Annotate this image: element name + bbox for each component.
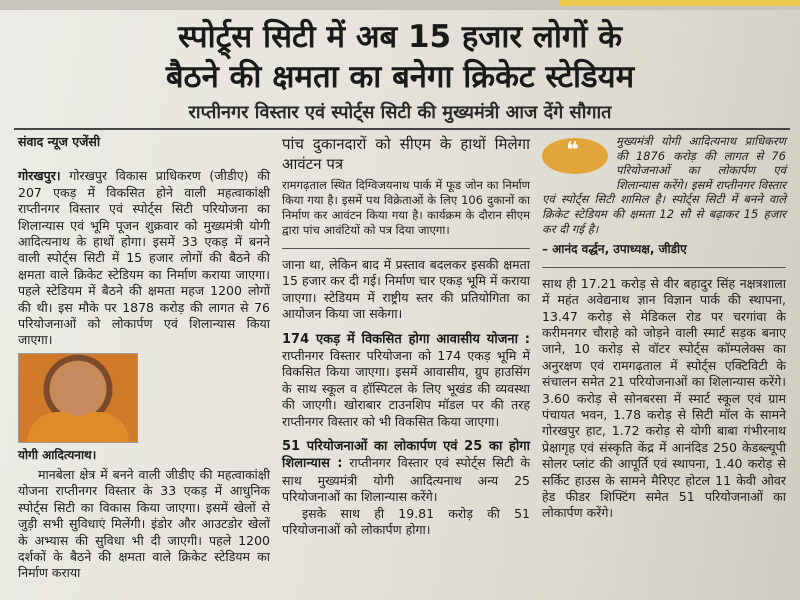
column-2-divider (282, 248, 530, 249)
quote-text: मुख्यमंत्री योगी आदित्यनाथ प्राधिकरण की 1876 करोड़ की लागत से 76 परियोजनाओं का लोकार्पण एवं शिलान्यास करेंगे। इसमें राप्तीनगर विस्तार एवं स्पोर्ट्स सिटी शामिल है। स्पोर्ट्स सिटी में बनने वाले क्रिकेट स्टेडियम की क्षमता 12 सौ से बढ़ाकर 15 हजार कर दी गई है। (542, 134, 786, 236)
column-2-paragraph-1: जाना था, लेकिन बाद में प्रस्ताव बदलकर इसकी क्षमता 15 हजार कर दी गई। निर्माण चार एकड़ भूमि में कराया जाएगा। स्टेडियम में राष्ट्रीय स्तर की प्रतियोगिता का आयोजन किया जा सकेगा। (282, 257, 530, 322)
column-2-paragraph-4: इसके साथ ही 19.81 करोड़ की 51 परियोजनाओं को लोकार्पण होगा। (282, 505, 530, 538)
quote-attribution: – आनंद वर्द्धन, उपाध्यक्ष, जीडीए (542, 242, 687, 257)
column-2 (282, 134, 530, 539)
photo-block (18, 353, 146, 465)
column-3-paragraph-1: साथ ही 17.21 करोड़ से वीर बहादुर सिंह नक्षत्रशाला में महंत अवेद्यनाथ ज्ञान विज्ञान पार्क की स्थापना, 13.47 करोड़ से मेडिकल रोड पर चरगांवा के करीमनगर चौराहे को जोड़ने वाली स्मार्ट सड़क बनाए जाने, 10 करोड़ से वॉटर स्पोर्ट्स कॉम्पलेक्स का अनुरक्षण एवं रामगढ़ताल में स्पोर्ट्स एक्टिविटी के संचालन समेत 21 परियोजनाओं का शिलान्यास करेंगे। 3.60 करोड़ से सोनबरसा में स्मार्ट स्कूल एवं ग्राम पंचायत भवन, 1.78 करोड़ से सिटी मॉल के सामने गोरखपुर हाट, 1.72 करोड़ से योगी बाबा गंभीरनाथ प्रेक्षागृह एवं संस्कृति केंद्र में आनंदिड 250 केडब्ल्यूपी सोलर प्लांट की आपूर्ति एवं स्थापना, 1.40 करोड़ से सर्किट हाउस के सामने मैरिएट होटल 11 केवी ओवर हेड फीडर शिफ्टिंग समेत 51 परियोजनाओं का लोकार्पण करेंगे। (542, 275, 786, 521)
column-3 (542, 134, 786, 522)
photo-caption: योगी आदित्यनाथ। (18, 447, 97, 462)
column-2-text-2: राप्तीनगर विस्तार परियोजना को 174 एकड़ भूमि में विकसित किया जाएगा। इसमें आवासीय, ग्रुप हाउसिंग के साथ स्कूल व हॉस्पिटल के लिए भूखंड की व्यवस्था की जाएगी। खोराबार टाउनशिप मॉडल पर की तरह राप्तीनगर विस्तार को भी विकसित किया जाएगा। (282, 348, 530, 429)
sidebar-intro: रामगढ़ताल स्थित दिग्विजयनाथ पार्क में फूड जोन का निर्माण किया गया है। इसमें पथ विक्रेताओं के लिए 106 दुकानों का निर्माण कर आवंटन किया गया है। कार्यक्रम के दौरान सीएम द्वारा पांच आवंटियों को पत्र दिया जाएगा। (282, 178, 530, 237)
column-1 (18, 134, 270, 582)
quote-box (542, 134, 786, 257)
column-1-paragraph-2: मानबेला क्षेत्र में बनने वाली जीडीए की महत्वाकांक्षी योजना राप्तीनगर विस्तार के 33 एकड़ में आधुनिक स्पोर्ट्स सिटी का विकास किया जाएगा। इसमें खेलों से जुड़ी सभी सुविधाएं मिलेंगी। इंडोर और आउटडोर खेलों के अभ्यास की सुविधा भी दी जाएगी। पहले 1200 दर्शकों के बैठने की क्षमता वाले क्रिकेट स्टेडियम का निर्माण कराया (18, 466, 270, 581)
subsection-title-1: 174 एकड़ में विकसित होगा आवासीय योजना : (282, 331, 530, 347)
portrait-photo (18, 353, 138, 443)
dateline: गोरखपुर। (18, 168, 61, 184)
column-2-text-3: राप्तीनगर विस्तार एवं स्पोर्ट्स सिटी के साथ मुख्यमंत्री योगी आदित्यनाथ अन्य 25 परियोजनाओं का शिलान्यास करेंगे। (282, 455, 530, 505)
column-2-paragraph-2 (282, 331, 530, 430)
column-1-text-1: गोरखपुर विकास प्राधिकरण (जीडीए) की 207 एकड़ में विकसित होने वाली महत्वाकांक्षी राप्तीनगर विस्तार एवं स्पोर्ट्स सिटी परियोजना का शिलान्यास एवं भूमि पूजन शुक्रवार को मुख्यमंत्री योगी आदित्यनाथ के हाथों होगा। इसमें 33 एकड़ में बनने वाली स्पोर्ट्स सिटी में 15 हजार लोगों की बैठने की क्षमता वाले क्रिकेट स्टेडियम का निर्माण कराया जाएगा। पहले स्टेडियम में बैठने की क्षमता महज 1200 लोगों की थी। इस मौके पर 1878 करोड़ की लागत से 76 परियोजनाओं को लोकार्पण एवं शिलान्यास किया जाएगा। (18, 168, 270, 348)
headline-rule (14, 128, 790, 130)
photo-face (57, 366, 99, 416)
top-strip (0, 0, 800, 10)
quote-icon: ❝ (542, 138, 608, 174)
headline-line-1: स्पोर्ट्र्स सिटी में अब 15 हजार लोगों के (177, 19, 623, 55)
subsection-title-2: 51 परियोजनाओं का लोकार्पण एवं 25 का होगा शिलान्यास : (282, 439, 530, 472)
column-1-paragraph-1 (18, 168, 270, 348)
byline: संवाद न्यूज एजेंसी (18, 134, 101, 149)
column-2-paragraph-3 (282, 438, 530, 506)
headline-line-2: बैठने की क्षमता का बनेगा क्रिकेट स्टेडियम (165, 59, 635, 95)
yellow-band (560, 0, 800, 6)
photo-robe (27, 412, 129, 442)
sidebar-title: पांच दुकानदारों को सीएम के हाथों मिलेगा आवंटन पत्र (282, 135, 530, 173)
column-3-divider (542, 267, 786, 268)
subheadline: राप्तीनगर विस्तार एवं स्पोर्ट्स सिटी की मुख्यमंत्री आज देंगे सौगात (188, 102, 612, 123)
